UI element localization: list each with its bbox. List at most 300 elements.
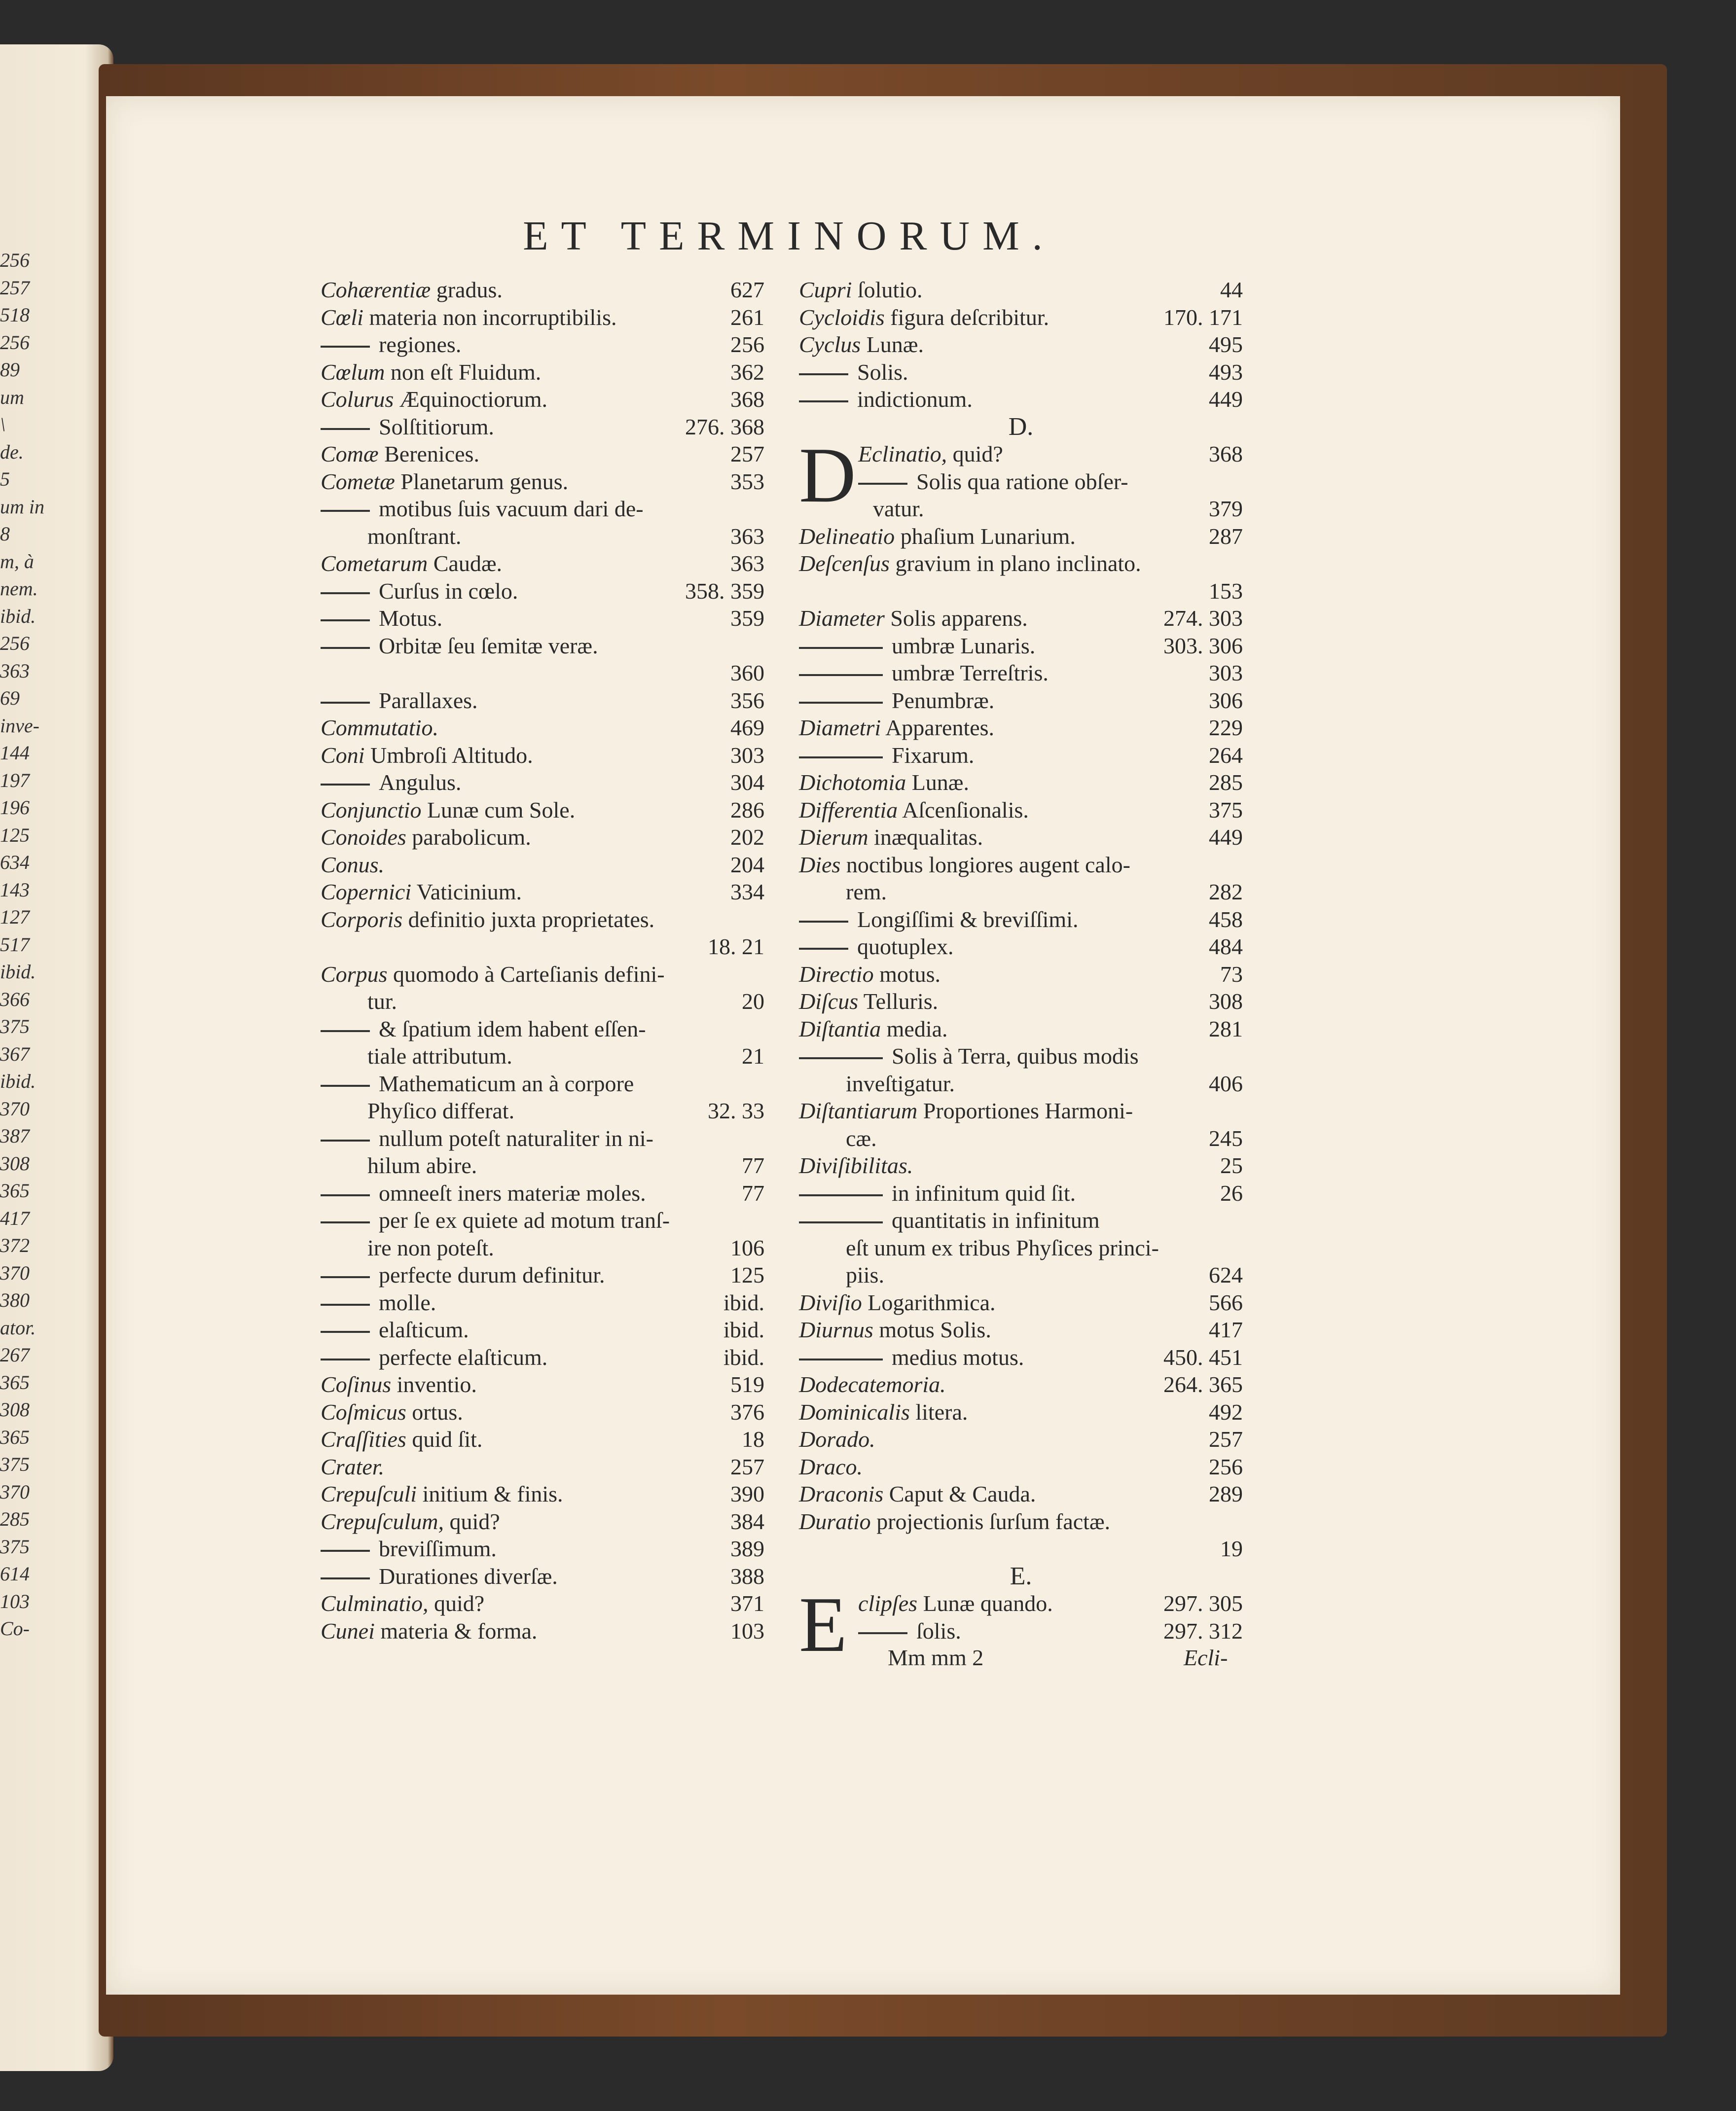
index-entry [321, 659, 764, 687]
margin-number: 308 [0, 1398, 30, 1421]
index-entry [321, 1344, 764, 1371]
entry-lemma: Coni [321, 742, 365, 768]
ditto-dash [799, 1194, 883, 1196]
ditto-dash [321, 1550, 370, 1552]
entry-lemma: Dorado. [799, 1427, 875, 1452]
entry-text: Parallaxes. [379, 687, 478, 713]
entry-page-number: 286 [730, 797, 764, 823]
index-entry [799, 1398, 1243, 1426]
index-entry [321, 1070, 764, 1098]
entry-text: Æquinoctiorum. [394, 387, 548, 412]
entry-page-number: 360 [730, 660, 764, 685]
index-entry [321, 386, 764, 413]
entry-lemma: Cometæ [321, 468, 395, 494]
entry-page-number: 492 [1209, 1399, 1243, 1425]
entry-lemma: Diviſio [799, 1289, 862, 1315]
index-entry [799, 1070, 1243, 1098]
entry-page-number: 32. 33 [708, 1098, 764, 1123]
entry-text: quid? [444, 1508, 500, 1534]
entry-text: Motus. [379, 606, 443, 631]
entry-text: inventio. [391, 1372, 477, 1397]
entry-page-number: 73 [1220, 961, 1243, 987]
entry-text: Umbroſi Altitudo. [364, 742, 533, 768]
margin-number: 285 [0, 1508, 30, 1530]
entry-page-number: 359 [730, 606, 764, 631]
index-entry [321, 714, 764, 742]
index-entry [321, 1535, 764, 1563]
ditto-dash [321, 619, 370, 621]
entry-text: inæqualitas. [868, 824, 983, 850]
index-entry [799, 1152, 1243, 1180]
entry-page-number: 376 [730, 1399, 764, 1425]
ditto-dash [321, 1276, 370, 1278]
entry-text: in infinitum quid ſit. [892, 1180, 1076, 1206]
entry-page-number: 519 [730, 1372, 764, 1397]
index-entry [321, 440, 764, 468]
index-entry [321, 1015, 764, 1043]
margin-number: 143 [0, 878, 30, 901]
entry-lemma: Deſcenſus [799, 551, 890, 576]
entry-text: hilum abire. [367, 1153, 477, 1178]
entry-text: gravium in plano inclinato. [889, 551, 1141, 576]
margin-number: 517 [0, 933, 30, 956]
entry-lemma: Draconis [799, 1481, 884, 1506]
entry-text: nullum poteſt naturaliter in ni- [379, 1125, 653, 1151]
entry-text: motus Solis. [873, 1317, 991, 1342]
entry-lemma: Diametri [799, 715, 881, 740]
margin-number: ibid. [0, 1070, 36, 1092]
margin-number: 380 [0, 1289, 30, 1311]
entry-lemma: Craſſities [321, 1427, 406, 1452]
index-entry [799, 1042, 1243, 1070]
entry-lemma: Coſmicus [321, 1399, 406, 1425]
entry-lemma: Dichotomia [799, 770, 906, 795]
entry-page-number: 363 [730, 523, 764, 549]
margin-number: ator. [0, 1316, 36, 1339]
entry-lemma: Crepuſculum, [321, 1508, 444, 1534]
entry-page-number: 358. 359 [685, 578, 764, 604]
entry-page-number: 153 [1209, 578, 1243, 604]
entry-page-number: 289 [1209, 1481, 1243, 1506]
entry-text: gradus. [431, 277, 503, 302]
entry-page-number: 624 [1209, 1262, 1243, 1288]
entry-page-number: 449 [1209, 387, 1243, 412]
entry-page-number: 379 [1209, 496, 1243, 521]
entry-lemma: Dodecatemoria. [799, 1372, 946, 1397]
ditto-dash [799, 921, 848, 923]
entry-page-number: 204 [730, 852, 764, 877]
entry-text: parabolicum. [406, 824, 531, 850]
entry-text: Solis qua ratione obſer- [916, 468, 1128, 494]
entry-text: indictionum. [857, 387, 973, 412]
index-entry [321, 358, 764, 386]
index-entry [799, 358, 1243, 386]
index-entry [799, 1426, 1243, 1453]
entry-text: cæ. [846, 1125, 877, 1151]
entry-text: quid? [428, 1591, 485, 1616]
entry-page-number: 19 [1220, 1536, 1243, 1561]
entry-lemma: Duratio [799, 1508, 871, 1534]
index-entry [321, 878, 764, 906]
entry-lemma: Delineatio [799, 523, 895, 549]
entry-page-number: 362 [730, 359, 764, 385]
ditto-dash [799, 948, 848, 950]
ditto-dash [321, 346, 370, 348]
entry-lemma: Dierum [799, 824, 868, 850]
entry-lemma: Diſcus [799, 989, 859, 1014]
ditto-dash [321, 702, 370, 704]
entry-text: Aſcenſionalis. [898, 797, 1029, 823]
ditto-dash [321, 1331, 370, 1333]
index-entry [321, 796, 764, 824]
margin-number: ibid. [0, 961, 36, 983]
entry-text: monſtrant. [367, 523, 462, 549]
index-entry [321, 1261, 764, 1289]
ditto-dash [799, 756, 883, 758]
margin-number: 372 [0, 1234, 30, 1256]
index-entry [321, 1508, 764, 1536]
index-entry [321, 550, 764, 577]
index-entry [799, 1234, 1243, 1262]
facing-page-margin-numbers [0, 247, 44, 1643]
index-entry [799, 605, 1243, 632]
entry-page-number: 390 [730, 1481, 764, 1506]
entry-text: vatur. [873, 496, 924, 521]
entry-text: Vaticinium. [411, 879, 522, 904]
index-entry [321, 1042, 764, 1070]
index-entry [799, 1289, 1243, 1317]
entry-text: rem. [846, 879, 887, 904]
ditto-dash [799, 373, 848, 375]
margin-number: 256 [0, 632, 30, 654]
ditto-dash [799, 647, 883, 649]
entry-page-number: 256 [730, 332, 764, 357]
index-entry [799, 687, 1243, 715]
index-entry [321, 1316, 764, 1344]
entry-text: ortus. [406, 1399, 463, 1425]
index-entry [799, 523, 1243, 550]
index-entry [799, 1371, 1243, 1398]
index-entry [799, 468, 1243, 496]
index-entry [321, 851, 764, 879]
index-column-left [321, 276, 764, 1645]
entry-page-number: 256 [1209, 1454, 1243, 1479]
margin-number: 375 [0, 1535, 30, 1558]
entry-text: perfecte elaſticum. [379, 1344, 548, 1370]
entry-lemma: Eclinatio, [858, 441, 947, 466]
entry-page-number: 44 [1220, 277, 1243, 302]
entry-text: Lunæ quando. [917, 1591, 1053, 1616]
index-entry [321, 1398, 764, 1426]
entry-page-number: 368 [1209, 441, 1243, 466]
entry-lemma: Cunei [321, 1618, 375, 1644]
index-entry [799, 1344, 1243, 1371]
index-entry [799, 331, 1243, 358]
entry-text: quotuplex. [857, 934, 954, 959]
entry-text: Solis à Terra, quibus modis [892, 1043, 1139, 1069]
margin-number: 365 [0, 1426, 30, 1448]
index-entry [799, 1535, 1243, 1563]
ditto-dash [321, 1221, 370, 1223]
entry-text: Durationes diverſæ. [379, 1563, 558, 1589]
entry-lemma: Dies [799, 852, 841, 877]
index-entry [799, 906, 1243, 933]
entry-text: Solis apparens. [884, 606, 1028, 631]
index-entry [799, 550, 1243, 577]
entry-page-number: 303. 306 [1163, 633, 1243, 658]
index-entry [321, 1480, 764, 1508]
index-entry [799, 988, 1243, 1015]
margin-number: 5 [0, 468, 10, 490]
index-entry [799, 742, 1243, 769]
entry-page-number: 353 [730, 468, 764, 494]
margin-number: um [0, 386, 24, 408]
entry-page-number: 276. 368 [685, 414, 764, 439]
entry-page-number: 308 [1209, 989, 1243, 1014]
index-entry [799, 1180, 1243, 1207]
index-entry [321, 413, 764, 441]
margin-number: 370 [0, 1261, 30, 1284]
index-entry [799, 823, 1243, 851]
entry-page-number: 303 [730, 742, 764, 768]
entry-page-number: 484 [1209, 934, 1243, 959]
index-entry [799, 1261, 1243, 1289]
index-entry [799, 659, 1243, 687]
entry-text: motus. [873, 961, 941, 987]
entry-lemma: Diviſibilitas. [799, 1153, 913, 1178]
entry-lemma: Copernici [321, 879, 411, 904]
ditto-dash [799, 1221, 883, 1223]
entry-text: Logarithmica. [862, 1289, 996, 1315]
entry-page-number: 245 [1209, 1125, 1243, 1151]
index-entry [321, 1207, 764, 1234]
index-entry [321, 276, 764, 304]
entry-lemma: Culminatio, [321, 1591, 429, 1616]
entry-lemma: Diameter [799, 606, 885, 631]
section-letter: D. [1008, 412, 1034, 441]
index-entry [321, 988, 764, 1015]
entry-page-number: 26 [1220, 1180, 1243, 1206]
page-header: ET TERMINORUM. [523, 213, 1055, 259]
index-entry [321, 468, 764, 496]
entry-text: Angulus. [379, 770, 462, 795]
entry-page-number: 106 [730, 1235, 764, 1260]
index-entry [321, 1590, 764, 1617]
ditto-dash [858, 483, 907, 485]
index-entry [799, 769, 1243, 796]
entry-page-number: 384 [730, 1508, 764, 1534]
entry-lemma: Cometarum [321, 551, 428, 576]
entry-lemma: Diurnus [799, 1317, 873, 1342]
entry-text: non eſt Fluidum. [385, 359, 542, 385]
index-entry [321, 1097, 764, 1125]
index-entry [799, 1097, 1243, 1125]
entry-text: regiones. [379, 332, 462, 357]
entry-text: figura deſcribitur. [884, 304, 1049, 330]
entry-page-number: 103 [730, 1618, 764, 1644]
margin-number: 365 [0, 1371, 30, 1394]
ditto-dash [799, 1057, 883, 1059]
margin-number: inve- [0, 714, 39, 737]
ditto-dash [321, 784, 370, 786]
entry-page-number: 304 [730, 770, 764, 795]
entry-lemma: Cupri [799, 277, 852, 302]
entry-text: motibus ſuis vacuum dari de- [379, 496, 644, 521]
margin-number: 69 [0, 687, 20, 709]
entry-lemma: Directio [799, 961, 874, 987]
entry-page-number: 170. 171 [1163, 304, 1243, 330]
entry-lemma: Cycloidis [799, 304, 885, 330]
index-entry [321, 1125, 764, 1152]
entry-text: piis. [846, 1262, 884, 1288]
entry-lemma: Comæ [321, 441, 379, 466]
margin-number: 614 [0, 1563, 30, 1585]
margin-number: um in [0, 495, 44, 518]
entry-text: ſolutio. [852, 277, 923, 302]
margin-number: 89 [0, 358, 20, 381]
ditto-dash [321, 1085, 370, 1087]
entry-page-number: 495 [1209, 332, 1243, 357]
entry-page-number: 450. 451 [1163, 1344, 1243, 1370]
entry-text: Caput & Cauda. [883, 1481, 1036, 1506]
entry-text: Orbitæ ſeu ſemitæ veræ. [379, 633, 598, 658]
entry-page-number: ibid. [723, 1317, 764, 1342]
entry-page-number: 303 [1209, 660, 1243, 685]
ditto-dash [321, 1030, 370, 1032]
index-entry [321, 1617, 764, 1645]
ditto-dash [321, 1140, 370, 1142]
index-entry [799, 796, 1243, 824]
drop-cap: E [799, 1580, 847, 1668]
entry-text: materia & forma. [374, 1618, 538, 1644]
index-entry [321, 1152, 764, 1180]
entry-page-number: 469 [730, 715, 764, 740]
margin-number: 256 [0, 331, 30, 354]
entry-text: projectionis ſurſum factæ. [870, 1508, 1111, 1534]
entry-lemma: clipſes [858, 1591, 918, 1616]
index-entry [799, 577, 1243, 605]
index-entry [799, 1453, 1243, 1481]
index-entry [321, 1289, 764, 1317]
entry-page-number: 25 [1220, 1153, 1243, 1178]
index-entry [321, 687, 764, 715]
index-entry [799, 1316, 1243, 1344]
entry-text: Caudæ. [428, 551, 503, 576]
entry-page-number: 371 [730, 1591, 764, 1616]
entry-page-number: 202 [730, 824, 764, 850]
entry-text: quantitatis in infinitum [892, 1208, 1100, 1233]
entry-page-number: 449 [1209, 824, 1243, 850]
margin-number: 387 [0, 1125, 30, 1147]
entry-page-number: 368 [730, 387, 764, 412]
entry-page-number: 261 [730, 304, 764, 330]
index-entry [799, 304, 1243, 331]
entry-page-number: 274. 303 [1163, 606, 1243, 631]
drop-cap: D [799, 431, 856, 519]
entry-lemma: Crater. [321, 1454, 385, 1479]
entry-text: Penumbræ. [892, 687, 995, 713]
entry-text: initium & finis. [417, 1481, 563, 1506]
margin-number: 127 [0, 906, 30, 928]
index-entry [321, 1563, 764, 1590]
index-entry [799, 495, 1243, 523]
ditto-dash [321, 1577, 370, 1579]
ditto-dash [321, 592, 370, 594]
ditto-dash [321, 1194, 370, 1196]
margin-number: 370 [0, 1097, 30, 1120]
margin-number: 375 [0, 1453, 30, 1475]
entry-text: Lunæ. [861, 332, 924, 357]
index-entry [799, 851, 1243, 879]
entry-lemma: Corporis [321, 906, 403, 932]
entry-page-number: 458 [1209, 906, 1243, 932]
index-entry [799, 1617, 1243, 1645]
margin-number: nem. [0, 577, 38, 600]
entry-text: molle. [379, 1289, 436, 1315]
entry-page-number: 493 [1209, 359, 1243, 385]
index-entry [799, 878, 1243, 906]
index-entry [321, 1453, 764, 1481]
index-entry [321, 632, 764, 660]
margin-number: m, à [0, 550, 34, 572]
entry-page-number: 257 [1209, 1427, 1243, 1452]
entry-text: quid? [947, 441, 1003, 466]
entry-text: tur. [367, 989, 398, 1014]
entry-page-number: 406 [1209, 1071, 1243, 1096]
margin-number: 256 [0, 249, 30, 271]
entry-page-number: 125 [730, 1262, 764, 1288]
entry-lemma: Conoides [321, 824, 406, 850]
ditto-dash [858, 1632, 907, 1634]
margin-number: 197 [0, 769, 30, 791]
margin-number: 267 [0, 1344, 30, 1366]
index-entry [799, 961, 1243, 988]
entry-text: Planetarum genus. [395, 468, 569, 494]
margin-number: 634 [0, 851, 30, 873]
ditto-dash [799, 400, 848, 402]
signature-mark: Mm mm 2 [888, 1645, 984, 1670]
index-entry [799, 632, 1243, 660]
entry-lemma: Crepuſculi [321, 1481, 417, 1506]
margin-number: 375 [0, 1015, 30, 1038]
entry-text: eſt unum ex tribus Phyſices princi- [846, 1235, 1159, 1260]
catchword: Ecli- [1184, 1645, 1228, 1670]
entry-page-number: 257 [730, 441, 764, 466]
entry-text: Curſus in cœlo. [379, 578, 518, 604]
entry-text: breviſſimum. [379, 1536, 497, 1561]
entry-lemma: Cœlum [321, 359, 385, 385]
margin-number: 366 [0, 988, 30, 1010]
index-entry [321, 304, 764, 331]
margin-number: 518 [0, 304, 30, 326]
margin-number: 8 [0, 523, 10, 545]
entry-page-number: 306 [1209, 687, 1243, 713]
entry-page-number: 18 [742, 1427, 764, 1452]
index-entry [321, 605, 764, 632]
index-entry [799, 933, 1243, 961]
index-entry [799, 714, 1243, 742]
entry-page-number: 297. 305 [1163, 1591, 1243, 1616]
entry-page-number: 566 [1209, 1289, 1243, 1315]
entry-lemma: Cœli [321, 304, 363, 330]
ditto-dash [321, 1359, 370, 1360]
entry-text: phaſium Lunarium. [895, 523, 1076, 549]
entry-page-number: 264 [1209, 742, 1243, 768]
margin-number: 308 [0, 1152, 30, 1175]
margin-number: 144 [0, 742, 30, 764]
entry-text: Mathematicum an à corpore [379, 1071, 634, 1096]
index-entry [799, 1015, 1243, 1043]
